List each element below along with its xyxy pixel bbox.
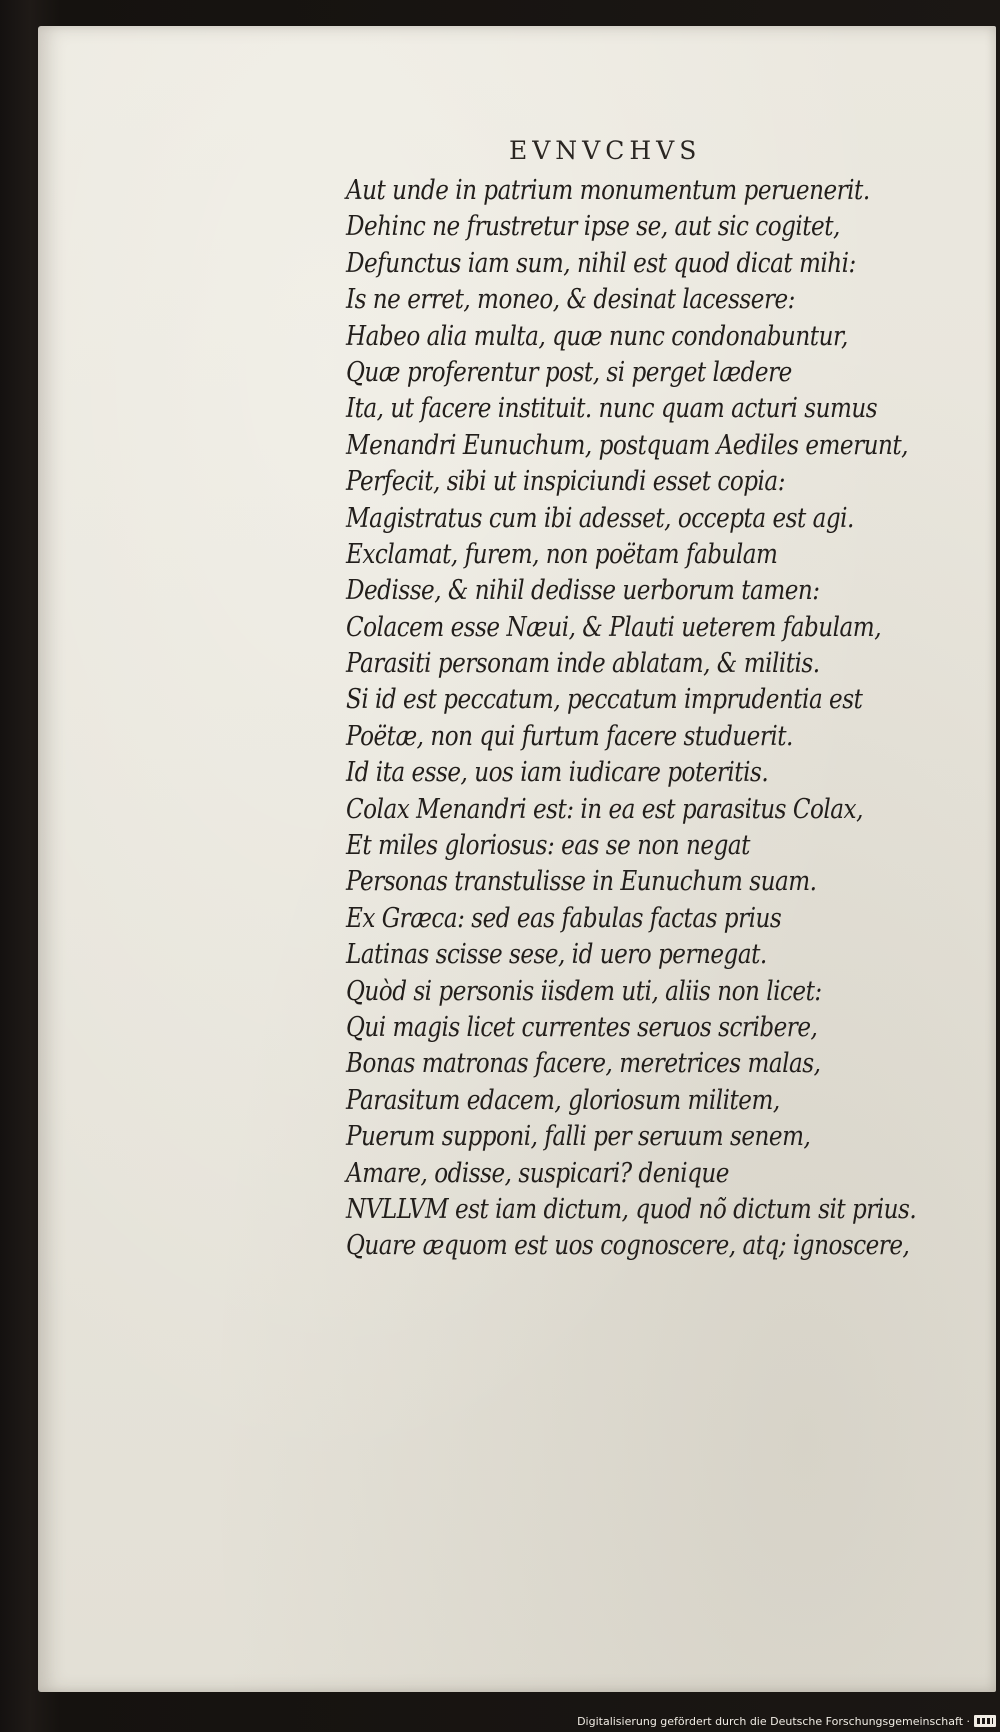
verse-line: Aut unde in patrium monumentum peruenerit. (346, 174, 870, 206)
verse-line: Colax Menandri est: in ea est parasitus Colax, (346, 792, 863, 825)
verse-line: Parasiti personam inde ablatam, & militis. (346, 647, 820, 680)
verse-line: Id ita esse, uos iam iudicare poteritis. (346, 756, 769, 789)
verse-line: Dehinc ne frustretur ipse se, aut sic cogitet, (346, 210, 840, 243)
verse-line: Colacem esse Næui, & Plauti ueterem fabulam, (346, 610, 882, 643)
verse-line: Magistratus cum ibi adesset, occepta est agi. (346, 501, 854, 534)
verse-line: Bonas matronas facere, meretrices malas, (346, 1047, 821, 1080)
verse-line: Personas transtulisse in Eunuchum suam. (346, 865, 817, 898)
verse-line: Defunctus iam sum, nihil est quod dicat mihi: (346, 246, 856, 279)
verse-line: Qui magis licet currentes seruos scribere, (346, 1010, 818, 1043)
verse-line: Latinas scisse sese, id uero pernegat. (346, 938, 767, 971)
verse-line: Quare æquom est uos cognoscere, atq; ignoscere, (346, 1229, 910, 1262)
verse-line: Amare, odisse, suspicari? denique (346, 1156, 729, 1189)
verse-line: Quæ proferentur post, si perget lædere (346, 355, 792, 388)
verse-line: Ita, ut facere instituit. nunc quam acturi sumus (346, 392, 878, 425)
verse-line: Is ne erret, moneo, & desinat lacessere: (346, 283, 795, 316)
verse-line: Si id est peccatum, peccatum imprudentia est (346, 683, 863, 716)
verse-line: Perfecit, sibi ut inspiciundi esset copia: (346, 465, 785, 498)
verse-line: Parasitum edacem, gloriosum militem, (346, 1083, 780, 1116)
verse-line: NVLLVM est iam dictum, quod nõ dictum sit prius. (346, 1192, 917, 1225)
verse-line: Habeo alia multa, quæ nunc condonabuntur, (346, 319, 848, 352)
verse-line: Et miles gloriosus: eas se non negat (346, 829, 750, 862)
credit-text: Digitalisierung gefördert durch die Deutsche Forschungsgemeinschaft · (577, 1714, 970, 1728)
verse-block (346, 172, 1000, 1264)
verse-line: Puerum supponi, falli per seruum senem, (346, 1120, 811, 1153)
running-head: EVNVCHVS (509, 136, 702, 165)
dfg-logo-icon (974, 1715, 996, 1727)
digitization-credit (577, 1712, 996, 1730)
verse-line: Menandri Eunuchum, postquam Aediles emerunt, (346, 428, 908, 461)
verse-line: Ex Græca: sed eas fabulas factas prius (346, 901, 782, 934)
book-page (38, 26, 996, 1692)
verse-line: Poëtæ, non qui furtum facere studuerit. (346, 719, 793, 752)
verse-line: Quòd si personis iisdem uti, aliis non licet: (346, 974, 822, 1007)
verse-line: Exclamat, furem, non poëtam fabulam (346, 537, 778, 570)
verse-line: Dedisse, & nihil dedisse uerborum tamen: (346, 574, 820, 607)
